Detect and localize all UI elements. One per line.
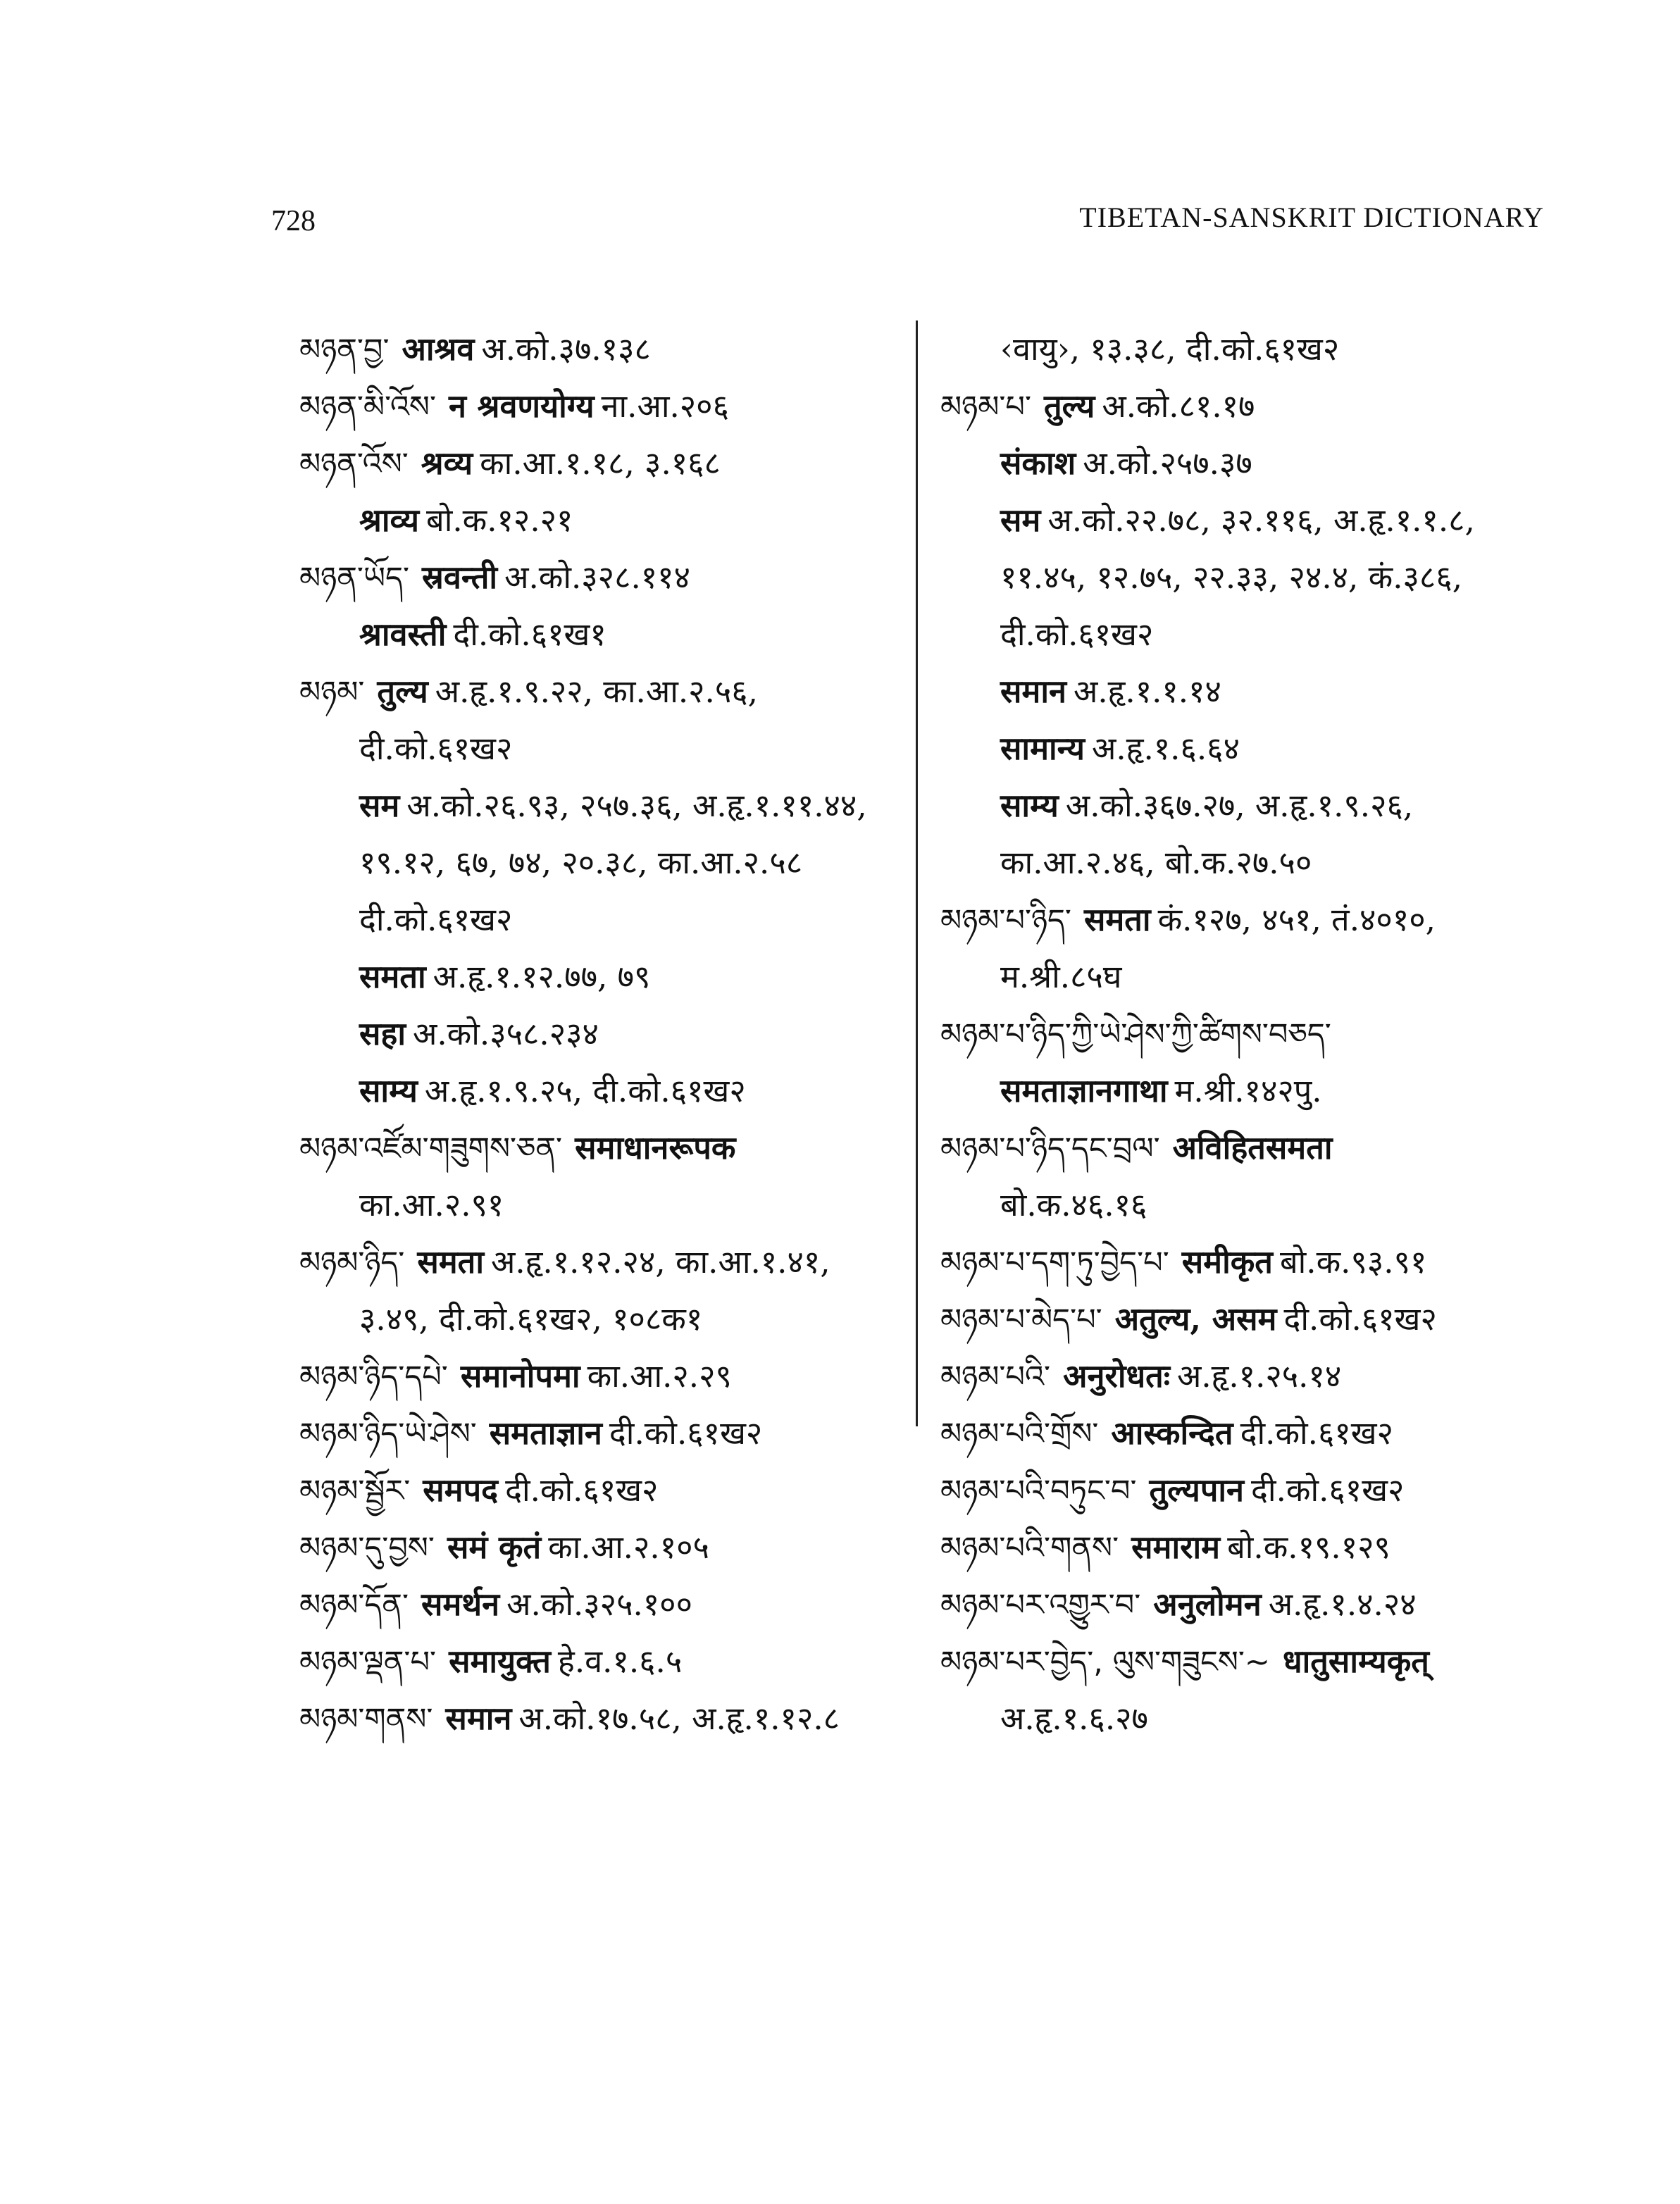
dictionary-line xyxy=(940,1633,1574,1690)
tibetan-headword: མཉམ་པའི་བཏུང་བ་ xyxy=(940,1474,1137,1509)
sanskrit-equivalent: अनुलोमन xyxy=(1153,1586,1262,1623)
dictionary-line xyxy=(940,1405,1574,1462)
tibetan-headword: མཉམ་པ་ཉིད་དང་བྲལ་ xyxy=(940,1131,1160,1166)
dictionary-line xyxy=(940,834,1574,891)
dictionary-line xyxy=(940,663,1574,720)
dictionary-line xyxy=(299,1519,933,1576)
source-reference: म.श्री.८५घ xyxy=(1000,958,1122,995)
sanskrit-equivalent: सामान्य xyxy=(1000,730,1085,767)
dictionary-line xyxy=(299,606,933,663)
tibetan-headword: མཉམ་གནས་ xyxy=(299,1702,433,1737)
dictionary-line xyxy=(940,1233,1574,1290)
source-reference: कं.१२७, ४५१, तं.४०१०, xyxy=(1157,901,1436,938)
source-reference: हे.व.१.६.५ xyxy=(557,1643,683,1680)
source-reference: १९.१२, ६७, ७४, २०.३८, का.आ.२.५८ xyxy=(359,844,803,881)
source-reference: का.आ.१.१८, ३.१६८ xyxy=(480,444,721,482)
source-reference: ना.आ.२०६ xyxy=(601,387,729,425)
source-reference: बो.क.४६.१६ xyxy=(1000,1186,1147,1224)
sanskrit-equivalent: स्रवन्ती xyxy=(422,559,498,596)
sanskrit-equivalent: समान xyxy=(1000,673,1066,710)
dictionary-line xyxy=(299,320,933,378)
tibetan-headword: མཉམ་དོན་ xyxy=(299,1588,409,1623)
page-number: 728 xyxy=(271,205,316,237)
sanskrit-equivalent: समताज्ञानगाथा xyxy=(1000,1072,1168,1109)
dictionary-line xyxy=(299,948,933,1005)
sanskrit-equivalent: श्रव्य xyxy=(421,444,473,482)
dictionary-line xyxy=(299,378,933,435)
source-reference: अ.को.३२८.११४ xyxy=(504,559,690,596)
source-reference: अ.को.२२.७८, ३२.११६, अ.हृ.१.१.८, xyxy=(1047,502,1475,539)
sanskrit-equivalent: अनुरोधतः xyxy=(1063,1357,1170,1395)
dictionary-line xyxy=(940,606,1574,663)
source-reference: अ.को.२६.९३, २५७.३६, अ.हृ.१.११.४४, xyxy=(406,787,867,824)
dictionary-line xyxy=(940,1176,1574,1233)
tibetan-headword: མཉམ་པའི་གནས་ xyxy=(940,1531,1119,1566)
source-reference: अ.को.२५७.३७ xyxy=(1083,444,1252,482)
tibetan-headword: མཉམ་ xyxy=(299,675,365,710)
tibetan-headword: མཉན་ཡོད་ xyxy=(299,561,410,596)
sanskrit-equivalent: समर्थन xyxy=(421,1586,500,1623)
sanskrit-equivalent: समपद xyxy=(423,1471,499,1509)
tibetan-headword: མཉམ་པར་བྱེད་, ལུས་གཟུངས་~ xyxy=(940,1645,1270,1680)
tibetan-headword: མཉན་མི་འོས་ xyxy=(299,390,436,425)
source-reference: दी.को.६१ख१ xyxy=(453,616,606,653)
sanskrit-equivalent: समायुक्त xyxy=(449,1643,551,1680)
sanskrit-equivalent: समता xyxy=(359,958,426,995)
sanskrit-equivalent: समाधानरूपक xyxy=(575,1129,736,1166)
tibetan-headword: མཉམ་ཉིད་དཔེ་ xyxy=(299,1359,448,1395)
source-reference: अ.हृ.१.६.६४ xyxy=(1092,730,1240,767)
source-reference: अ.को.१७.५८, अ.हृ.१.१२.८ xyxy=(518,1700,840,1737)
dictionary-line xyxy=(940,549,1574,606)
running-head: TIBETAN-SANSKRIT DICTIONARY xyxy=(1079,201,1544,233)
sanskrit-equivalent: साम्य xyxy=(359,1072,418,1109)
sanskrit-equivalent: संकाश xyxy=(1000,444,1076,482)
tibetan-headword: མཉམ་སྦྱོར་ xyxy=(299,1474,411,1509)
dictionary-line xyxy=(940,492,1574,549)
tibetan-headword: མཉམ་པ་ཉིད་ xyxy=(940,903,1071,938)
source-reference: बो.क.१९.१२९ xyxy=(1227,1529,1390,1566)
dictionary-line xyxy=(299,1233,933,1290)
source-reference: अ.हृ.१.४.२४ xyxy=(1268,1586,1417,1623)
source-reference: का.आ.२.२९ xyxy=(587,1357,732,1395)
source-reference: अ.को.३५८.२३४ xyxy=(412,1015,599,1052)
sanskrit-equivalent: तुल्यपान xyxy=(1149,1471,1245,1509)
dictionary-line xyxy=(940,435,1574,492)
sanskrit-equivalent: समाराम xyxy=(1131,1529,1221,1566)
source-reference: दी.को.६१ख२ xyxy=(505,1471,659,1509)
source-reference: का.आ.२.१०५ xyxy=(548,1529,709,1566)
source-reference: का.आ.२.९१ xyxy=(359,1186,504,1224)
column-divider xyxy=(916,320,918,1426)
sanskrit-equivalent: समं कृतं xyxy=(447,1529,542,1566)
source-reference: दी.को.६१ख२ xyxy=(359,730,513,767)
sanskrit-equivalent: धातुसाम्यकृत् xyxy=(1282,1643,1429,1680)
sanskrit-equivalent: सहा xyxy=(359,1015,406,1052)
dictionary-line xyxy=(940,1290,1574,1347)
dictionary-line xyxy=(940,1462,1574,1519)
sanskrit-equivalent: अविहितसमता xyxy=(1172,1129,1333,1166)
source-reference: दी.को.६१ख२ xyxy=(609,1414,763,1452)
source-reference: दी.को.६१ख२ xyxy=(1000,616,1154,653)
sanskrit-equivalent: तुल्य xyxy=(1044,387,1095,425)
sanskrit-equivalent: समीकृत xyxy=(1181,1243,1273,1281)
dictionary-line xyxy=(299,1405,933,1462)
tibetan-headword: མཉམ་འཛོམ་གཟུགས་ཅན་ xyxy=(299,1131,563,1166)
dictionary-line xyxy=(940,720,1574,777)
sanskrit-equivalent: अतुल्य, असम xyxy=(1114,1300,1277,1338)
tibetan-headword: མཉམ་ཉིད་ཡེ་ཤེས་ xyxy=(299,1417,477,1452)
tibetan-headword: མཉམ་ཉིད་ xyxy=(299,1245,405,1281)
dictionary-line xyxy=(940,1576,1574,1633)
tibetan-headword: མཉན་བྱ་ xyxy=(299,332,390,368)
sanskrit-equivalent: समताज्ञान xyxy=(489,1414,602,1452)
sanskrit-equivalent: समान xyxy=(445,1700,512,1737)
sanskrit-equivalent: श्रावस्ती xyxy=(359,616,447,653)
dictionary-line xyxy=(299,492,933,549)
dictionary-line xyxy=(940,1347,1574,1405)
sanskrit-equivalent: न श्रवणयोग्य xyxy=(448,387,595,425)
left-column xyxy=(299,320,933,1747)
dictionary-line xyxy=(299,1347,933,1405)
dictionary-line xyxy=(299,549,933,606)
dictionary-line xyxy=(299,891,933,948)
sanskrit-equivalent: सम xyxy=(359,787,400,824)
source-reference: दी.को.६१ख२ xyxy=(1283,1300,1437,1338)
source-reference: अ.हृ.१.१२.२४, का.आ.१.४१, xyxy=(490,1243,830,1281)
dictionary-line xyxy=(299,435,933,492)
dictionary-line xyxy=(299,1576,933,1633)
dictionary-line xyxy=(299,1462,933,1519)
tibetan-headword: མཉམ་ལྡན་པ་ xyxy=(299,1645,437,1680)
sanskrit-equivalent: आस्कन्दित xyxy=(1111,1414,1233,1452)
dictionary-line xyxy=(940,378,1574,435)
sanskrit-equivalent: तुल्य xyxy=(377,673,428,710)
right-column xyxy=(940,320,1574,1747)
dictionary-line xyxy=(940,1119,1574,1176)
dictionary-line xyxy=(299,1290,933,1347)
dictionary-line xyxy=(299,1005,933,1062)
source-reference: ३.४९, दी.को.६१ख२, १०८क१ xyxy=(359,1300,703,1338)
tibetan-headword: མཉམ་དུ་བྱས་ xyxy=(299,1531,435,1566)
sanskrit-equivalent: आश्रव xyxy=(402,330,475,368)
source-reference: ११.४५, १२.७५, २२.३३, २४.४, कं.३८६, xyxy=(1000,559,1463,596)
source-reference: अ.को.३२५.१०० xyxy=(506,1586,692,1623)
dictionary-line xyxy=(940,1519,1574,1576)
tibetan-headword: མཉམ་པར་འགྱུར་བ་ xyxy=(940,1588,1141,1623)
tibetan-headword: མཉམ་པ་མེད་པ་ xyxy=(940,1302,1102,1338)
dictionary-line xyxy=(940,320,1574,378)
dictionary-line xyxy=(940,1062,1574,1119)
dictionary-line xyxy=(299,663,933,720)
sanskrit-equivalent: समानोपमा xyxy=(460,1357,580,1395)
dictionary-line xyxy=(299,834,933,891)
dictionary-line xyxy=(299,1176,933,1233)
dictionary-line xyxy=(299,1690,933,1747)
sanskrit-equivalent: समता xyxy=(1083,901,1151,938)
source-reference: अ.हृ.१.२५.१४ xyxy=(1176,1357,1342,1395)
source-reference: अ.हृ.१.६.२७ xyxy=(1000,1700,1148,1737)
dictionary-line xyxy=(940,891,1574,948)
source-reference: का.आ.२.४६, बो.क.२७.५० xyxy=(1000,844,1312,881)
source-reference: अ.हृ.१.९.२५, दी.को.६१ख२ xyxy=(424,1072,746,1109)
dictionary-line xyxy=(940,948,1574,1005)
source-reference: दी.को.६१ख२ xyxy=(1251,1471,1405,1509)
dictionary-line xyxy=(940,1005,1574,1062)
source-reference: दी.को.६१ख२ xyxy=(1240,1414,1393,1452)
source-reference: अ.को.३६७.२७, अ.हृ.१.९.२६, xyxy=(1065,787,1414,824)
source-reference: म.श्री.१४२पु. xyxy=(1174,1072,1322,1109)
dictionary-line xyxy=(299,1633,933,1690)
tibetan-headword: མཉམ་པའི་ xyxy=(940,1359,1051,1395)
dictionary-line xyxy=(299,777,933,834)
source-reference: बो.क.१२.२१ xyxy=(426,502,573,539)
tibetan-headword: མཉམ་པ་ཉིད་ཀྱི་ཡེ་ཤེས་ཀྱི་ཚིགས་བཅད་ xyxy=(940,1017,1331,1052)
sanskrit-equivalent: श्राव्य xyxy=(359,502,420,539)
source-reference: अ.हृ.१.९.२२, का.आ.२.५६, xyxy=(435,673,758,710)
tibetan-headword: མཉམ་པ་དག་ཏུ་བྱེད་པ་ xyxy=(940,1245,1169,1281)
dictionary-line xyxy=(299,1062,933,1119)
source-reference: अ.हृ.१.१२.७७, ७९ xyxy=(433,958,651,995)
dictionary-line xyxy=(940,1690,1574,1747)
dictionary-line xyxy=(940,777,1574,834)
source-reference: अ.को.८१.१७ xyxy=(1102,387,1255,425)
tibetan-headword: མཉམ་པ་ xyxy=(940,390,1031,425)
sanskrit-equivalent: समता xyxy=(417,1243,484,1281)
dictionary-line xyxy=(299,1119,933,1176)
source-reference: ‹वायु›, १३.३८, दी.को.६१ख२ xyxy=(1000,330,1340,368)
source-reference: अ.को.३७.१३८ xyxy=(481,330,651,368)
source-reference: अ.हृ.१.१.१४ xyxy=(1073,673,1221,710)
tibetan-headword: མཉན་འོས་ xyxy=(299,447,409,482)
tibetan-headword: མཉམ་པའི་གྲོས་ xyxy=(940,1417,1099,1452)
source-reference: बो.क.९३.९१ xyxy=(1279,1243,1427,1281)
source-reference: दी.को.६१ख२ xyxy=(359,901,513,938)
dictionary-line xyxy=(299,720,933,777)
sanskrit-equivalent: सम xyxy=(1000,502,1041,539)
sanskrit-equivalent: साम्य xyxy=(1000,787,1059,824)
